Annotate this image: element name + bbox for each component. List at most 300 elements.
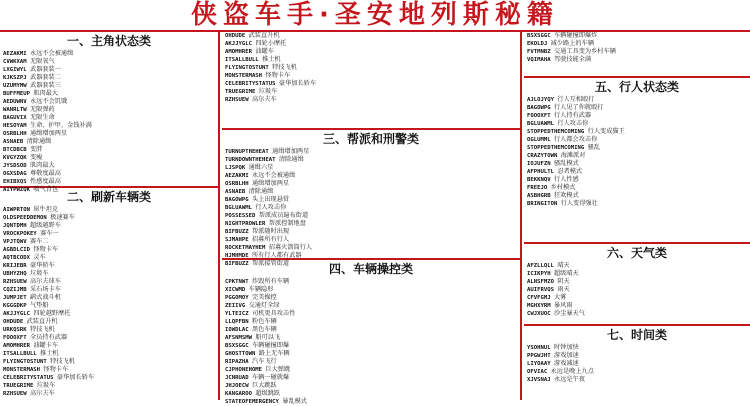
- cheat-description: 超级跳跃: [255, 390, 281, 397]
- cheat-row: [524, 352, 750, 360]
- cheat-code: ITSALLBULL: [3, 351, 37, 357]
- cheat-row: [524, 104, 750, 112]
- cheat-row: [0, 286, 218, 294]
- cheat-description: 垃圾车: [29, 270, 49, 277]
- cheat-section: [524, 242, 750, 324]
- cheat-description: 四轮小摩托: [255, 40, 287, 47]
- cheat-code: OSRBLHH: [3, 131, 27, 137]
- cheat-section: [0, 186, 218, 402]
- cheat-code: OFVIAC: [527, 369, 548, 375]
- cheat-description: 车辆碰撞即爆: [251, 342, 290, 349]
- cheat-code: FOOOXFT: [3, 335, 27, 341]
- cheat-description: 四轮越野摩托: [33, 310, 71, 317]
- cheat-row: [524, 112, 750, 120]
- cheat-row: [0, 270, 218, 278]
- cheat-description: 游戏减速: [553, 360, 579, 367]
- cheat-description: 通缉增加两星: [29, 130, 68, 137]
- cheat-row: [524, 144, 750, 152]
- cheat-code: ASNAEB: [225, 189, 246, 195]
- cheat-code: TRUEGRIME: [225, 89, 256, 95]
- cheat-row: [0, 50, 218, 58]
- cheat-row: [0, 122, 218, 130]
- cheat-description: 行人见了你就殴打: [553, 104, 604, 111]
- cheat-row: [0, 302, 218, 310]
- cheat-row: [524, 270, 750, 278]
- cheat-code: JCNRUAD: [225, 375, 249, 381]
- cheat-code: AQTBCODX: [3, 255, 30, 261]
- cheat-code: KANGAROO: [225, 391, 252, 397]
- cheat-row: [0, 154, 218, 162]
- cheat-description: 性感度最高: [29, 178, 61, 185]
- cheat-description: 船可以飞: [255, 334, 281, 341]
- cheat-section: [222, 32, 520, 128]
- cheat-row: [0, 334, 218, 342]
- cheat-description: 特技飞机: [272, 64, 297, 71]
- cheat-row: [524, 96, 750, 104]
- cheat-board: [0, 30, 750, 405]
- cheat-description: 巨大弹跳: [265, 366, 291, 373]
- cheat-row: [0, 130, 218, 138]
- cheat-description: 雨天: [557, 286, 570, 293]
- cheat-description: 驾驶技能全满: [553, 56, 592, 63]
- cheat-description: 豪华加长轿车: [56, 374, 95, 381]
- cheat-description: 行人攻击你: [557, 120, 589, 127]
- cheat-code: ASBHGRB: [527, 193, 551, 199]
- cheat-description: 肌肉最大: [33, 90, 59, 97]
- cheat-code: MONSTERMASH: [225, 73, 263, 79]
- cheat-code: EKOLDJ: [527, 41, 548, 47]
- cheat-row: [222, 88, 520, 96]
- column-3: [524, 32, 750, 400]
- section-title: 五、行人状态类: [594, 80, 679, 94]
- section-title: 四、车辆操控类: [328, 262, 413, 276]
- cheat-row: [0, 326, 218, 334]
- cheat-row: [0, 262, 218, 270]
- cheat-description: 永远不会饥饿: [29, 98, 68, 105]
- cheat-code: CRAZYTOWN: [527, 153, 558, 159]
- cheat-description: 沙尘暴天气: [553, 310, 585, 317]
- section-title: 七、时间类: [606, 328, 667, 342]
- cheat-row: [0, 146, 218, 154]
- cheat-row: [222, 188, 520, 196]
- cheat-description: 行人攻击你: [255, 204, 287, 211]
- cheat-code: NIGHTPROWLER: [225, 221, 266, 227]
- cheat-row: [524, 32, 750, 40]
- cheat-code: JUMPJET: [3, 295, 27, 301]
- cheat-row: [222, 318, 520, 326]
- cheat-code: RZHSUEW: [225, 97, 249, 103]
- cheat-row: [524, 160, 750, 168]
- cheat-row: [222, 80, 520, 88]
- cheat-code: RIPAZHA: [225, 359, 249, 365]
- section-title: 六、天气类: [606, 246, 667, 260]
- cheat-code: OHDUDE: [225, 33, 246, 39]
- cheat-row: [0, 358, 218, 366]
- cheat-row: [0, 230, 218, 238]
- cheat-row: [0, 162, 218, 170]
- cheat-code: TURNUPTHEHEAT: [225, 149, 269, 155]
- cheat-code: HESOYAM: [3, 123, 27, 129]
- cheat-description: 武装直升机: [26, 318, 58, 325]
- cheat-description: 所有行人都有武器: [251, 252, 302, 259]
- cheat-description: 骚乱模式: [553, 160, 579, 167]
- cheat-row: [222, 382, 520, 390]
- cheat-row: [222, 310, 520, 318]
- cheat-description: 通缉六星: [248, 164, 274, 171]
- cheat-row: [524, 128, 750, 136]
- cheat-code: BEKKNQV: [527, 177, 551, 183]
- cheat-description: 忍者模式: [557, 168, 583, 175]
- cheat-code: OGXSDAG: [3, 171, 27, 177]
- cheat-description: 海滩派对: [560, 152, 586, 159]
- cheat-row: [0, 138, 218, 146]
- cheat-row: [524, 152, 750, 160]
- cheat-code: STOPPEDTHEMCOMING: [527, 129, 585, 135]
- cheat-row: [0, 374, 218, 382]
- cheat-code: MGHXYRM: [527, 303, 551, 309]
- cheat-row: [222, 212, 520, 220]
- cheat-code: CELEBRITYSTATUS: [225, 81, 276, 87]
- cheat-row: [524, 40, 750, 48]
- section-title: 三、帮派和刑警类: [322, 132, 419, 146]
- cheat-description: 武器套装二: [29, 74, 61, 81]
- cheat-code: POSSESSED: [225, 213, 256, 219]
- cheat-row: [524, 344, 750, 352]
- cheat-description: 交通灯全绿: [248, 302, 280, 309]
- cheat-code: BRINGITON: [527, 201, 558, 207]
- cheat-description: 清除通缉: [26, 138, 52, 145]
- cheat-description: 推土机: [40, 350, 59, 357]
- cheat-code: AIYPWZQK: [3, 187, 30, 193]
- cheat-code: IOJUFZN: [527, 161, 551, 167]
- cheat-row: [222, 294, 520, 302]
- cheat-code: LIYOAAY: [527, 361, 551, 367]
- cheat-description: 乡村模式: [550, 184, 576, 191]
- cheat-code: OHDUDE: [3, 319, 24, 325]
- cheat-code: AIWPRTON: [3, 207, 30, 213]
- cheat-code: FLYINGTOSTUNT: [225, 65, 269, 71]
- cheat-row: [524, 376, 750, 384]
- cheat-description: 极速赛车: [50, 214, 75, 221]
- cheat-code: AKJJYGLC: [225, 41, 252, 47]
- cheat-row: [0, 382, 218, 390]
- cheat-description: 清除通缉: [278, 156, 304, 163]
- cheat-row: [222, 72, 520, 80]
- cheat-code: LJSPQK: [225, 165, 246, 171]
- cheat-description: 超级越野车: [29, 222, 61, 229]
- cheat-row: [222, 334, 520, 342]
- cheat-code: KRIJEBR: [3, 263, 27, 269]
- cheat-code: AFZLLQLL: [527, 263, 554, 269]
- cheat-row: [524, 176, 750, 184]
- cheat-description: 暴乱模式: [282, 398, 308, 405]
- cheat-description: 灵车: [33, 254, 46, 261]
- cheat-description: 大雾: [553, 294, 567, 301]
- cheat-code: FVTMNBZ: [527, 49, 551, 55]
- cheat-row: [222, 32, 520, 40]
- cheat-description: 赛车二: [29, 238, 49, 245]
- cheat-row: [524, 56, 750, 64]
- cheat-description: 推土机: [262, 56, 281, 63]
- cheat-code: AEZAKMI: [3, 51, 27, 57]
- cheat-code: XJVSNAJ: [527, 377, 551, 383]
- cheat-description: 怪物卡车: [43, 366, 69, 373]
- cheat-row: [524, 136, 750, 144]
- cheat-row: [0, 350, 218, 358]
- cheat-code: FREEJO: [527, 185, 548, 191]
- cheat-row: [0, 74, 218, 82]
- page-title: 侠盗车手·圣安地列斯秘籍: [0, 0, 750, 30]
- cheat-row: [222, 96, 520, 104]
- column-1: [0, 32, 220, 400]
- cheat-row: [0, 390, 218, 398]
- cheat-code: PPGWJHT: [527, 353, 551, 359]
- cheat-row: [222, 148, 520, 156]
- cheat-description: 招募所有行人: [251, 236, 290, 243]
- cheat-row: [0, 98, 218, 106]
- cheat-description: 鹞式战斗机: [29, 294, 61, 301]
- cheat-row: [0, 58, 218, 66]
- cheat-row: [524, 286, 750, 294]
- column-2: [222, 32, 522, 405]
- cheat-row: [0, 66, 218, 74]
- cheat-code: AEDUWNV: [3, 99, 27, 105]
- cheat-code: CFVFGMJ: [527, 295, 551, 301]
- cheat-description: 通缉增加两星: [251, 180, 290, 187]
- cheat-code: EHIBXQS: [3, 179, 27, 185]
- cheat-code: KGGGDKP: [3, 303, 27, 309]
- cheat-row: [524, 294, 750, 302]
- cheat-code: BIFBUZZ: [225, 229, 249, 235]
- cheat-row: [222, 286, 520, 294]
- cheat-description: 清除通缉: [248, 188, 274, 195]
- cheat-description: 变胖: [29, 146, 43, 153]
- cheat-code: FOOOXFT: [527, 113, 551, 119]
- cheat-code: CWJXUOC: [527, 311, 551, 317]
- cheat-row: [524, 168, 750, 176]
- cheat-code: AKJJYGLC: [3, 311, 30, 317]
- cheat-description: 生命、护甲、金钱补满: [29, 122, 92, 129]
- cheat-code: TURNDOWNTHEHEAT: [225, 157, 276, 163]
- cheat-description: 行人互相殴打: [557, 96, 595, 103]
- cheat-section: [222, 258, 520, 405]
- cheat-code: BGLUAWML: [527, 121, 554, 127]
- cheat-code: LLQPFBN: [225, 319, 249, 325]
- cheat-code: CQZIJMB: [3, 287, 27, 293]
- cheat-description: 阴天: [557, 278, 570, 285]
- cheat-description: 武器套装三: [29, 82, 61, 89]
- cheat-description: 高尔夫车: [251, 96, 277, 103]
- cheat-row: [222, 326, 520, 334]
- cheat-row: [0, 318, 218, 326]
- cheat-code: WANRLTW: [3, 107, 27, 113]
- cheat-code: CJPHONEHOME: [225, 367, 263, 373]
- cheat-code: OSRBLHH: [225, 181, 249, 187]
- cheat-description: 减少路上的车辆: [550, 40, 594, 47]
- cheat-row: [222, 342, 520, 350]
- cheat-description: 汽车飞行: [251, 358, 277, 365]
- cheat-section: [0, 32, 218, 193]
- cheat-description: 怪物卡车: [265, 72, 291, 79]
- cheat-row: [0, 342, 218, 350]
- cheat-code: UBHYZHQ: [3, 271, 27, 277]
- cheat-row: [222, 180, 520, 188]
- cheat-row: [0, 238, 218, 246]
- cheat-row: [0, 294, 218, 302]
- cheat-code: AUIFRVQS: [527, 287, 554, 293]
- cheat-description: 肌肉最大: [29, 162, 55, 169]
- cheat-row: [222, 374, 520, 382]
- cheat-code: YLTEICZ: [225, 311, 249, 317]
- cheat-description: 豪华加长轿车: [278, 80, 317, 87]
- cheat-description: 油罐卡车: [33, 342, 59, 349]
- cheat-code: OGLUMML: [527, 137, 551, 143]
- cheat-row: [524, 120, 750, 128]
- cheat-description: 永远是午夜: [553, 376, 585, 383]
- cheat-row: [0, 106, 218, 114]
- cheat-code: ASNAEB: [3, 139, 24, 145]
- cheat-description: 帮派接管街道: [251, 260, 290, 267]
- cheat-row: [524, 360, 750, 368]
- cheat-description: 行人持有武器: [553, 112, 592, 119]
- cheat-row: [524, 48, 750, 56]
- cheat-section: [524, 32, 750, 76]
- section-title: 一、主角状态类: [66, 34, 151, 48]
- cheat-code: BTCDBCB: [3, 147, 27, 153]
- cheat-row: [524, 262, 750, 270]
- cheat-row: [0, 178, 218, 186]
- cheat-description: 行人性感: [553, 176, 579, 183]
- section-title: 二、刷新车辆类: [66, 190, 151, 204]
- cheat-code: JYSDSOD: [3, 163, 27, 169]
- cheat-code: OLDSPEEDDEMON: [3, 215, 47, 221]
- cheat-description: 喷气背包: [33, 186, 59, 193]
- cheat-code: CVWKXAM: [3, 59, 27, 65]
- cheat-row: [0, 222, 218, 230]
- cheat-code: URKQSRK: [3, 327, 27, 333]
- cheat-description: 车辆隐形: [248, 286, 274, 293]
- cheat-code: KVGYZQK: [3, 155, 27, 161]
- cheat-description: 骚乱: [587, 144, 601, 151]
- cheat-code: VPJTQWV: [3, 239, 27, 245]
- cheat-description: 武装直升机: [248, 32, 280, 39]
- cheat-description: 帮派随时出现: [251, 228, 290, 235]
- cheat-row: [222, 40, 520, 48]
- cheat-code: AEZAKMI: [225, 173, 249, 179]
- cheat-code: BSXSGGC: [527, 33, 551, 39]
- cheat-description: 司机更具攻击性: [251, 310, 296, 317]
- cheat-row: [222, 236, 520, 244]
- cheat-row: [0, 214, 218, 222]
- cheat-description: 暴风雨: [553, 302, 573, 309]
- cheat-description: 车辆碰撞即爆炸: [553, 32, 598, 39]
- cheat-description: 黑色车辆: [251, 326, 277, 333]
- cheat-description: 气垫船: [29, 302, 49, 309]
- cheat-row: [0, 90, 218, 98]
- cheat-description: 高尔夫球车: [29, 278, 61, 285]
- cheat-description: 粉色车辆: [251, 318, 277, 325]
- cheat-description: 行人变成猫王: [587, 128, 625, 135]
- cheat-code: ITSALLBULL: [225, 57, 259, 63]
- cheat-row: [0, 82, 218, 90]
- cheat-code: CELEBRITYSTATUS: [3, 375, 54, 381]
- cheat-description: 车辆一碰就爆: [251, 374, 290, 381]
- cheat-row: [0, 254, 218, 262]
- cheat-description: 永远不会被通缉: [251, 172, 296, 179]
- cheat-description: 垃圾车: [36, 382, 56, 389]
- cheat-description: 炸毁所有车辆: [251, 278, 290, 285]
- cheat-row: [0, 114, 218, 122]
- cheat-description: 无限生命: [29, 114, 55, 121]
- cheat-description: 永远是晚上九点: [550, 368, 594, 375]
- cheat-code: FLYINGTOSTUNT: [3, 359, 47, 365]
- cheat-row: [222, 244, 520, 252]
- cheat-code: RZHSUEW: [3, 279, 27, 285]
- cheat-code: BSXSGGC: [225, 343, 249, 349]
- cheat-code: AGBDLCID: [3, 247, 30, 253]
- cheat-description: 路上无车辆: [258, 350, 290, 357]
- cheat-row: [0, 366, 218, 374]
- cheat-code: AJLOJYQY: [527, 97, 554, 103]
- cheat-row: [222, 48, 520, 56]
- cheat-code: LXGIWYL: [3, 67, 27, 73]
- cheat-description: 时钟加快: [553, 344, 579, 351]
- cheat-description: 赛车一: [40, 230, 59, 237]
- cheat-row: [222, 350, 520, 358]
- cheat-code: ICIKPYH: [527, 271, 551, 277]
- cheat-code: BAGOWPG: [225, 197, 249, 203]
- cheat-code: CPKTNWT: [225, 279, 249, 285]
- cheat-row: [222, 278, 520, 286]
- cheat-description: 狂欢模式: [553, 192, 579, 199]
- cheat-row: [524, 278, 750, 286]
- cheat-description: 怪物卡车: [33, 246, 59, 253]
- cheat-row: [222, 56, 520, 64]
- cheat-code: STATEOFEMERGENCY: [225, 399, 279, 405]
- cheat-description: 豪华轿车: [29, 262, 55, 269]
- cheat-code: AMOMHRER: [225, 49, 252, 55]
- cheat-code: RZHSUEW: [3, 391, 27, 397]
- cheat-row: [524, 184, 750, 192]
- cheat-description: 采石场卡车: [29, 286, 61, 293]
- cheat-description: 头上出现悬赏: [251, 196, 290, 203]
- cheat-description: 特技飞机: [50, 358, 75, 365]
- cheat-row: [222, 196, 520, 204]
- cheat-code: ZEIIVG: [225, 303, 246, 309]
- cheat-row: [524, 200, 750, 208]
- cheat-row: [0, 170, 218, 178]
- cheat-row: [222, 302, 520, 310]
- cheat-description: 武器套装一: [29, 66, 61, 73]
- cheat-code: IOWDLAC: [225, 327, 249, 333]
- cheat-code: BIFBUZZ: [225, 261, 249, 267]
- cheat-row: [0, 246, 218, 254]
- cheat-row: [222, 220, 520, 228]
- cheat-description: 油罐车: [255, 48, 274, 55]
- cheat-row: [222, 228, 520, 236]
- cheat-row: [222, 398, 520, 406]
- cheat-row: [222, 204, 520, 212]
- cheat-code: JHJOECW: [225, 383, 249, 389]
- cheat-code: AFSNMSMW: [225, 335, 252, 341]
- cheat-code: ALNSFMZO: [527, 279, 554, 285]
- cheat-description: 变瘦: [29, 154, 43, 161]
- cheat-description: 行人变得强壮: [560, 200, 598, 207]
- cheat-row: [524, 368, 750, 376]
- cheat-code: BGLUAWML: [225, 205, 252, 211]
- cheat-description: 招募火箭筒行人: [268, 244, 313, 251]
- cheat-code: BUFFMEUP: [3, 91, 30, 97]
